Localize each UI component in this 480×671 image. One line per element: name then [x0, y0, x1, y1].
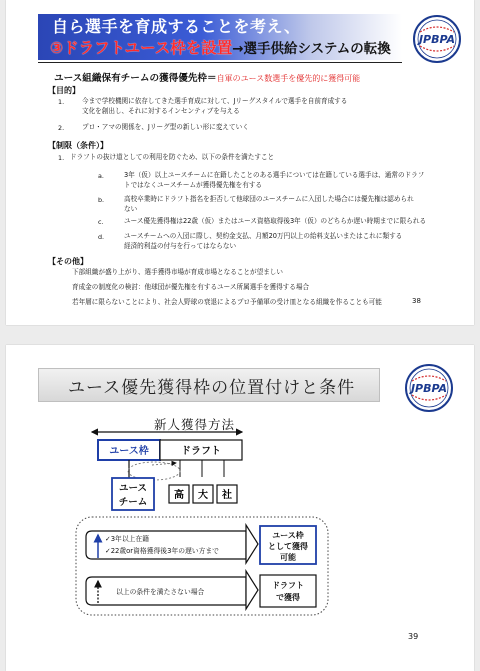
restriction-heading: 【制限（条件）】	[48, 141, 108, 150]
slide-title: ユース優先獲得枠の位置付けと条件	[68, 378, 356, 398]
youth-frame-label: ユース枠	[109, 446, 149, 457]
condition-1: ✓3年以上在籍	[105, 535, 150, 543]
purpose-heading: 【目的】	[48, 86, 80, 95]
youth-team-line2: チーム	[118, 497, 148, 508]
acquisition-diagram	[6, 345, 474, 671]
title-highlight: ③ドラフトユース枠を設置	[50, 39, 233, 57]
result-draft-line1: ドラフト	[272, 581, 304, 590]
other-line-3: 若年層に限らないことにより、社会人野球の衰退によるプロ予備軍の受け皿となる組織を作ることも可能	[72, 298, 382, 306]
subtitle-highlight: 自軍のユース数選手を優先的に獲得可能	[216, 74, 361, 83]
condition-arrow	[246, 525, 258, 563]
diagram-heading: 新人獲得方法	[154, 417, 236, 432]
result-draft-box	[260, 575, 316, 607]
purpose-num-1: 1.	[58, 98, 65, 106]
restriction-d-line2: 経済的利益の付与を行ってはならない	[124, 242, 237, 250]
result-draft-line2: で獲得	[276, 593, 300, 602]
restriction-c-line1: ユース優先獲得権は22歳（仮）またはユース資格取得後3年（仮）のどちらか遅い時期までに限られる	[124, 217, 427, 225]
restriction-b-line1: 高校卒業時にドラフト指名を拒否して他球団のユースチームに入団した場合には優先権は認められ	[124, 195, 414, 203]
slide-38	[6, 0, 474, 325]
slide-39	[6, 345, 474, 671]
fail-arrow	[246, 571, 258, 609]
logo-text: JPBPA	[410, 382, 448, 395]
restriction-intro: ドラフトの抜け道としての利用を防ぐため、以下の条件を満たすこと	[70, 153, 275, 161]
purpose-item-2: プロ・アマの関係を、Jリーグ型の新しい形に変えていく	[82, 123, 249, 131]
page-number: 39	[408, 632, 419, 641]
title-arrow-text: →選手供給システムの転換	[232, 41, 391, 57]
restriction-a-line1: 3年（仮）以上ユースチームに在籍したことのある選手については在籍している選手は、通常のドラフ	[124, 171, 425, 179]
restriction-a-num: a.	[98, 172, 104, 180]
restriction-b-line2: ない	[124, 205, 138, 213]
fail-condition: 以上の条件を満たさない場合	[116, 588, 205, 596]
other-line-2: 育成金の制度化の検討：他球団が優先権を有するユース所属選手を獲得する場合	[72, 283, 310, 291]
restriction-c-num: c.	[98, 218, 104, 226]
restriction-b-num: b.	[98, 196, 105, 204]
purpose-item-1-line2: 文化を創出し、それに対するインセンティブを与える	[82, 107, 240, 115]
purpose-item-1-line1: 今まで学校機関に依存してきた選手育成に対して、Jリーグスタイルで選手を自前育成する	[82, 97, 348, 105]
page-number: 38	[412, 297, 421, 305]
other-heading: 【その他】	[48, 257, 88, 266]
jpbpa-logo-icon	[412, 14, 462, 64]
result-youth-line3: 可能	[280, 553, 296, 562]
slide-title-line1: 自ら選手を育成することを考え、	[52, 17, 301, 36]
restriction-d-line1: ユースチームへの入団に際し、契約金支払、月額20万円以上の給料支払いまたはこれに類する	[124, 232, 403, 240]
restriction-d-num: d.	[98, 233, 105, 241]
result-youth-line2: として獲得	[268, 542, 308, 551]
slide-title-line2	[50, 36, 391, 58]
other-line-1: 下部組織が盛り上がり、選手獲得市場が育成市場となることが望ましい	[72, 268, 283, 276]
logo-text: JPBPA	[418, 33, 456, 46]
condition-2: ✓22歳or資格獲得後3年の遅い方まで	[105, 547, 219, 555]
purpose-num-2: 2.	[58, 124, 65, 132]
school-high: 高	[174, 490, 184, 501]
subtitle-main: ユース組織保有チームの獲得優先枠＝	[54, 73, 217, 84]
school-corp: 社	[222, 490, 232, 501]
youth-team-line1: ユース	[118, 483, 148, 494]
school-univ: 大	[198, 490, 208, 501]
title-underline	[38, 62, 402, 63]
restriction-num-1: 1.	[58, 154, 65, 162]
draft-label: ドラフト	[181, 446, 221, 457]
result-youth-line1: ユース枠	[272, 531, 304, 540]
subtitle	[54, 70, 360, 84]
restriction-a-line2: トではなくユースチームが獲得優先権を有する	[124, 181, 263, 189]
